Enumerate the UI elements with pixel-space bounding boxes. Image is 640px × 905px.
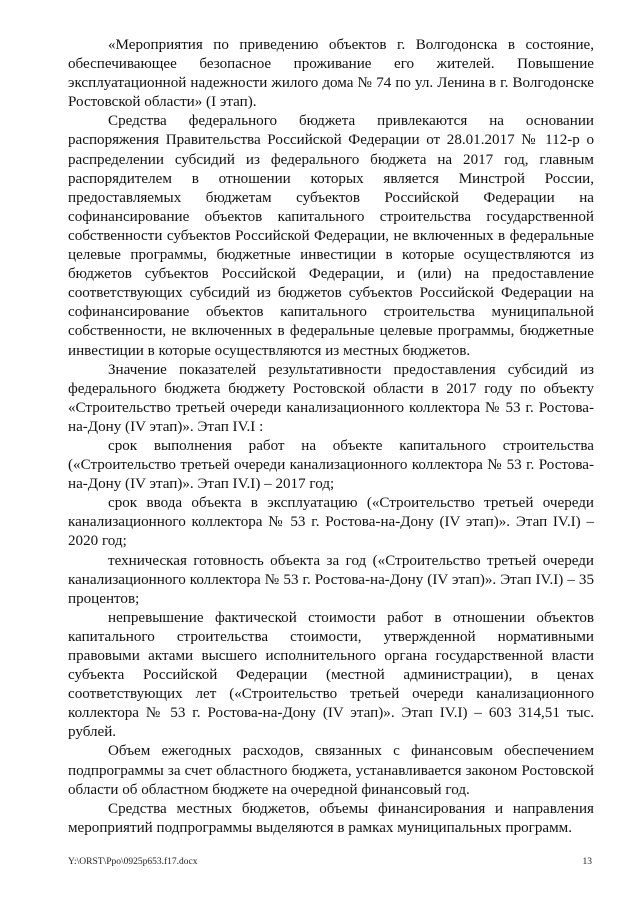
footer-page-number: 13 <box>582 857 592 867</box>
paragraph-event-title: «Мероприятия по приведению объектов г. Волгодонска в состояние, обеспечивающее безопасное проживание его жителей. Повышение эксплуатационной надежности жилого дома № 74 по ул. Ленина в г. Волгодонске Ростовской области» (I этап). <box>68 37 594 111</box>
paragraph-work-deadline: срок выполнения работ на объекте капитального строительства («Строительство третьей очереди канализационного коллектора № 53 г. Ростова-на-Дону (IV этап)». Этап IV.I) – 2017 год; <box>68 437 594 493</box>
paragraph-technical-readiness: техническая готовность объекта за год («Строительство третьей очереди канализационного коллектора № 53 г. Ростова-на-Дону (IV этап)». Этап IV.I) – 35 процентов; <box>68 552 594 607</box>
document-body <box>68 36 594 838</box>
paragraph-local-budgets: Средства местных бюджетов, объемы финансирования и направления мероприятий подпрограммы выделяются в рамках муниципальных программ. <box>68 800 594 836</box>
footer-file-path: Y:\ORST\Ppo\0925p653.f17.docx <box>68 857 198 867</box>
paragraph-commissioning-date: срок ввода объекта в эксплуатацию («Строительство третьей очереди канализационного коллектора № 53 г. Ростова-на-Дону (IV этап)». Этап IV.I) – 2020 год; <box>68 495 594 550</box>
paragraph-federal-funds: Средства федерального бюджета привлекаются на основании распоряжения Правительства Российской Федерации от 28.01.2017 № 112-р о распределении субсидий из федерального бюджета на 2017 год, главным распорядителем в отношении которых является Минстрой России, предоставляемых бюджетам субъектов Российской Федерации на софинансирование объектов капитального строительства государственной собственности субъектов Российской Федерации, не включенных в федеральные целевые программы, бюджетные инвестиции в которые осуществляются из бюджетов субъектов Российской Федерации, и (или) на предоставление соответствующих субсидий из бюджетов субъектов Российской Федерации на софинансирование объектов капитального строительства муниципальной собственности, не включенных в федеральные целевые программы, бюджетные инвестиции в которые осуществляются из местных бюджетов. <box>68 113 594 359</box>
paragraph-cost-limit: непревышение фактической стоимости работ в отношении объектов капитального строительства стоимости, утвержденной нормативными правовыми актами высшего исполнительного органа государственной власти субъекта Российской Федерации (местной администрации), в ценах соответствующих лет («Строительство третьей очереди канализационного коллектора № 53 г. Ростова-на-Дону (IV этап)». Этап IV.I) – 603 314,51 тыс. рублей. <box>68 609 594 741</box>
paragraph-indicators-intro: Значение показателей результативности предоставления субсидий из федерального бюджета бюджету Ростовской области в 2017 году по объекту «Строительство третьей очереди канализационного коллектора № 53 г. Ростова-на-Дону (IV этап)». Этап IV.I : <box>68 361 594 435</box>
paragraph-regional-budget: Объем ежегодных расходов, связанных с финансовым обеспечением подпрограммы за счет областного бюджета, устанавливается законом Ростовской области об областном бюджете на очередной финансовый год. <box>68 743 594 798</box>
